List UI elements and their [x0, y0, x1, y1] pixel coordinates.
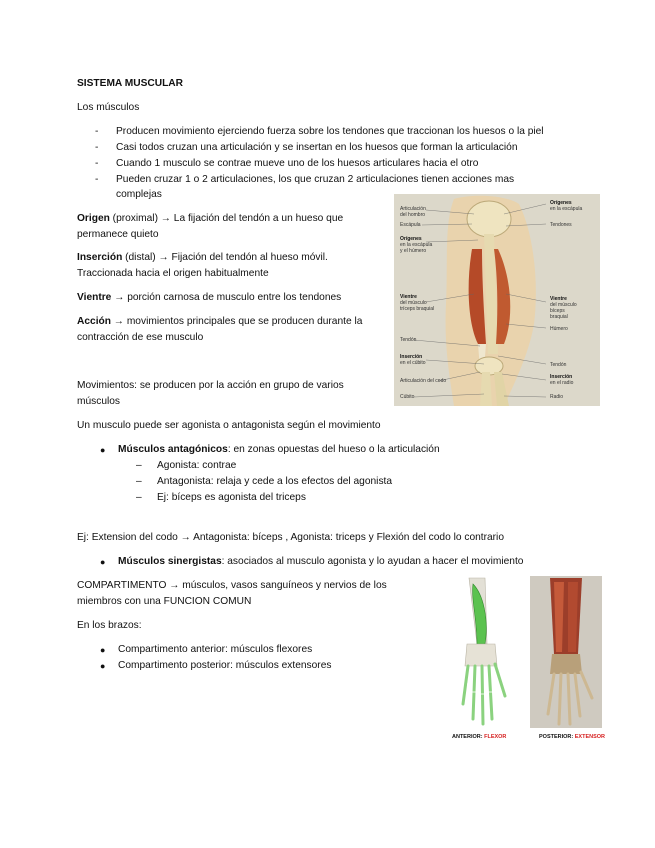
compartimento-text: COMPARTIMENTO → músculos, vasos sanguíneos y nervios de los [77, 580, 387, 591]
movimientos-text-cont: músculos [77, 396, 121, 407]
vientre-definition [77, 292, 341, 303]
example-text: Ej: Extension del codo → Antagonista: bíceps , Agonista: triceps y Flexión del codo lo contrario [77, 532, 504, 543]
forearm-extensor-illustration [530, 576, 602, 728]
label-vientre-triceps: Vientre del músculo tríceps braquial [400, 294, 435, 312]
brazos-item: Compartimento anterior: músculos flexores [118, 644, 313, 655]
label-tendon-left: Tendón [400, 337, 417, 343]
dash-marker: - [95, 174, 99, 185]
label-origenes-right: Orígenes en la escápula [550, 200, 583, 212]
forearm-anterior-image [455, 574, 517, 730]
sinergistas-term: Músculos sinergistas [118, 556, 222, 567]
movimientos-text: Movimientos: se producen por la acción en grupo de varios [77, 380, 344, 391]
label-cubito: Cúbito [400, 394, 415, 400]
brazos-item: Compartimento posterior: músculos extensores [118, 660, 332, 671]
label-radio: Radio [550, 394, 564, 400]
bullet-dot: ● [100, 445, 106, 455]
accion-term: Acción [77, 316, 111, 327]
page-title: SISTEMA MUSCULAR [77, 78, 184, 89]
intro-text: Los músculos [77, 102, 140, 113]
caption-anterior-prefix: ANTERIOR: [452, 734, 485, 740]
bullet-dot: ● [100, 645, 106, 655]
label-articulacion-hombro: Articulación del hombro [400, 206, 426, 218]
list-item: Producen movimiento ejerciendo fuerza sobre los tendones que traccionan los huesos o la piel [116, 126, 544, 137]
accion-definition [77, 316, 362, 327]
bullet-dot: ● [100, 661, 106, 671]
antagonicos-item [118, 444, 440, 455]
caption-posterior [539, 734, 605, 740]
list-item: Pueden cruzar 1 o 2 articulaciones, los que cruzan 2 articulaciones tienen acciones mas [116, 174, 515, 185]
label-humero: Húmero [550, 326, 568, 332]
label-origenes-left: Orígenes en la escápula y el húmero [400, 236, 433, 254]
compartimento-text-cont: miembros con una FUNCION COMUN [77, 596, 252, 607]
caption-posterior-extensor: EXTENSOR [574, 734, 606, 740]
accion-text: → movimientos principales que se producen durante la [110, 316, 363, 327]
antagonicos-text: : en zonas opuestas del hueso o la articulación [227, 444, 440, 455]
sub-item: Agonista: contrae [157, 460, 237, 471]
list-item: Cuando 1 musculo se contrae mueve uno de los huesos articulares hacia el otro [116, 158, 479, 169]
accion-definition-cont: contracción de ese musculo [77, 332, 204, 343]
label-insercion-cubito: Inserción en el cúbito [400, 354, 426, 366]
sub-item: Antagonista: relaja y cede a los efectos del agonista [157, 476, 393, 487]
forearm-flexor-illustration [455, 574, 517, 730]
bullet-dot: ● [100, 557, 106, 567]
origen-text: (proximal) → La fijación del tendón a un hueso que [109, 213, 344, 224]
caption-anterior [452, 734, 506, 740]
antagonicos-term: Músculos antagónicos [118, 444, 228, 455]
vientre-text: → porción carnosa de musculo entre los tendones [111, 292, 342, 303]
dash-marker: - [95, 158, 99, 169]
insercion-text: (distal) → Fijación del tendón al hueso móvil. [122, 252, 328, 263]
label-vientre-biceps: Vientre del músculo bíceps braquial [550, 296, 577, 320]
caption-anterior-flexor: FLEXOR [484, 734, 507, 740]
caption-posterior-prefix: POSTERIOR: [539, 734, 575, 740]
dash-marker: - [95, 126, 99, 137]
sub-dash-marker: – [136, 460, 142, 471]
sub-dash-marker: – [136, 492, 142, 503]
list-item: Casi todos cruzan una articulación y se insertan en los huesos que forman la articulación [116, 142, 518, 153]
agonista-text: Un musculo puede ser agonista o antagonista según el movimiento [77, 420, 381, 431]
dash-marker: - [95, 142, 99, 153]
label-insercion-radio: Inserción en el radio [550, 374, 574, 386]
sinergistas-text: : asociados al musculo agonista y lo ayudan a hacer el movimiento [221, 556, 524, 567]
insercion-definition [77, 252, 328, 263]
label-tendones: Tendones [550, 222, 572, 228]
vientre-term: Vientre [77, 292, 112, 303]
forearm-posterior-image [530, 576, 602, 728]
arm-anatomy-image [394, 194, 600, 406]
label-tendon-right: Tendón [550, 362, 567, 368]
insercion-term: Inserción [77, 252, 123, 263]
origen-definition [77, 213, 343, 224]
sub-dash-marker: – [136, 476, 142, 487]
label-escapula: Escápula [400, 222, 421, 228]
label-articulacion-codo: Articulación del codo [400, 378, 447, 384]
origen-definition-cont: permanece quieto [77, 229, 159, 240]
list-item-continuation: complejas [116, 189, 162, 200]
brazos-heading: En los brazos: [77, 620, 142, 631]
sub-item: Ej: bíceps es agonista del triceps [157, 492, 306, 503]
insercion-definition-cont: Traccionada hacia el origen habitualmente [77, 268, 269, 279]
origen-term: Origen [77, 213, 110, 224]
sinergistas-item [118, 556, 523, 567]
